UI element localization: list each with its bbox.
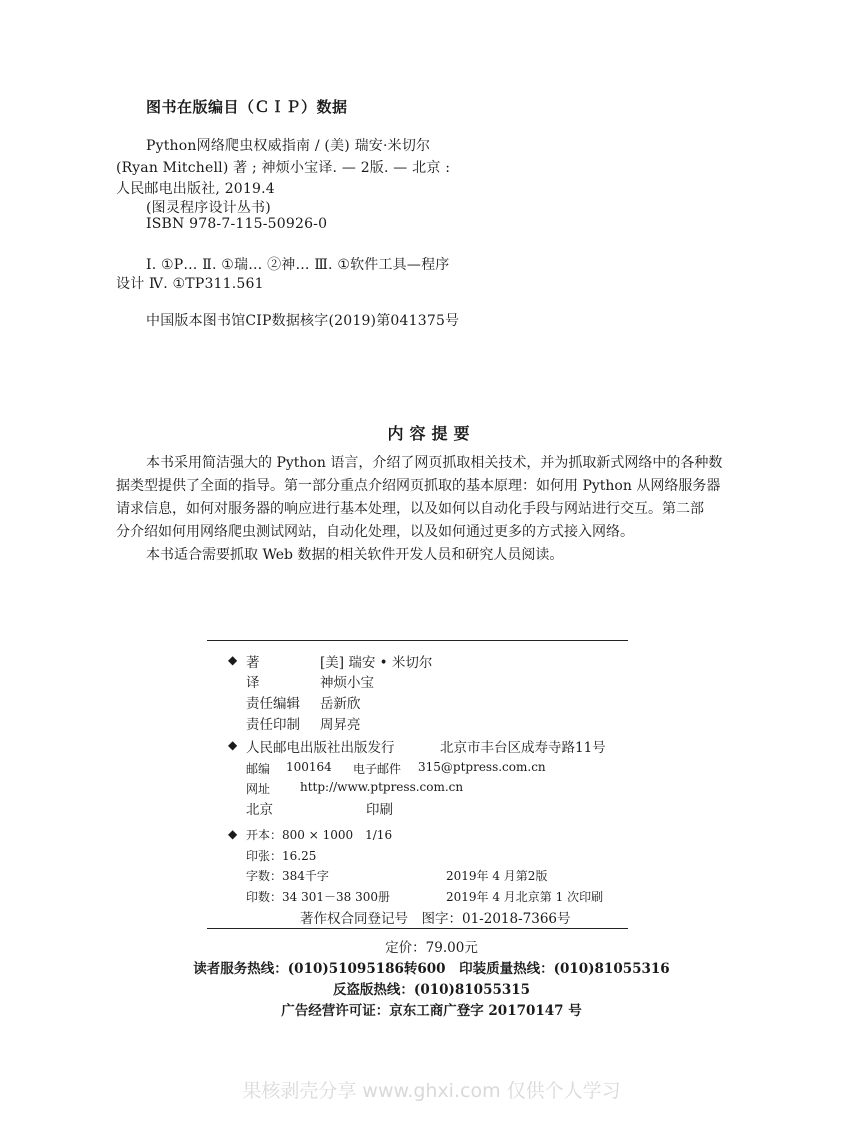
watermark: 果核剥壳分享 www.ghxi.com 仅供个人学习 (242, 1080, 621, 1102)
format-spec: 开本：800 × 1000 1/16 (246, 828, 393, 842)
printing-value: 周昇亮 (320, 717, 361, 733)
postcode-value: 100164 (286, 760, 332, 774)
service-hotline: 读者服务热线：(010)51095186转600 印装质量热线：(010)81055316 (193, 961, 670, 977)
cip-publisher-line: 人民邮电出版社, 2019.4 (116, 181, 275, 197)
cip-heading: 图书在版编目（ＣＩＰ）数据 (146, 98, 348, 116)
email-label: 电子邮件 (353, 762, 402, 776)
summary-line: 据类型提供了全面的指导。第一部分重点介绍网页抓取的基本原理：如何用 Python 从网络服务器 (116, 478, 721, 494)
print-label: 印刷 (366, 802, 393, 818)
summary-line: 本书采用简洁强大的 Python 语言，介绍了网页抓取相关技术，并为抓取新式网络中的各种数 (146, 455, 723, 471)
cip-number-line: 中国版本图书馆CIP数据核字(2019)第041375号 (146, 313, 460, 329)
summary-line: 分介绍如何用网络爬虫测试网站，自动化处理，以及如何通过更多的方式接入网络。 (116, 524, 634, 540)
email-value: 315@ptpress.com.cn (418, 760, 546, 774)
copyright-registration: 著作权合同登记号 图字：01-2018-7366号 (300, 911, 571, 927)
diamond-bullet-icon: ◆ (228, 738, 238, 752)
editor-value: 岳新欣 (320, 696, 361, 712)
publisher-address: 北京市丰台区成寿寺路11号 (440, 740, 606, 756)
editor-label: 责任编辑 (246, 696, 300, 712)
diamond-bullet-icon: ◆ (228, 827, 238, 841)
author-label: 著 (246, 655, 260, 671)
edition-spec: 2019年 4 月第2版 (446, 869, 548, 883)
diamond-bullet-icon: ◆ (228, 653, 238, 667)
translator-value: 神烦小宝 (320, 675, 374, 691)
author-value: [美] 瑞安 • 米切尔 (320, 655, 433, 671)
bottom-rule (207, 928, 628, 929)
print-city: 北京 (246, 802, 273, 818)
antipiracy-hotline: 反盗版热线：(010)81055315 (332, 982, 531, 998)
ad-license: 广告经营许可证：京东工商广登字 20170147 号 (281, 1003, 582, 1019)
cip-class-line-2: 设计 Ⅳ. ①TP311.561 (116, 276, 264, 292)
cip-title-line: Python网络爬虫权威指南 / (美) 瑞安·米切尔 (146, 138, 431, 154)
website-value: http://www.ptpress.com.cn (300, 780, 464, 794)
copies-spec: 印数：34 301－38 300册 (246, 890, 390, 904)
print-run-spec: 2019年 4 月北京第 1 次印刷 (446, 890, 604, 904)
website-label: 网址 (246, 782, 271, 796)
postcode-label: 邮编 (246, 762, 271, 776)
summary-title: 内容提要 (387, 424, 476, 443)
cip-isbn-line: ISBN 978-7-115-50926-0 (146, 216, 328, 232)
summary-line: 请求信息，如何对服务器的响应进行基本处理，以及如何以自动化手段与网站进行交互。第二部 (116, 501, 704, 517)
summary-line: 本书适合需要抓取 Web 数据的相关软件开发人员和研究人员阅读。 (146, 547, 564, 563)
translator-label: 译 (246, 675, 260, 691)
printing-label: 责任印制 (246, 717, 300, 733)
sheets-spec: 印张：16.25 (246, 849, 317, 863)
cip-series-line: (图灵程序设计丛书) (146, 200, 271, 216)
price: 定价：79.00元 (385, 940, 478, 956)
cip-author-line: (Ryan Mitchell) 著 ; 神烦小宝译. — 2版. — 北京 : (116, 160, 451, 176)
cip-class-line: Ⅰ. ①P… Ⅱ. ①瑞… ②神… Ⅲ. ①软件工具—程序 (146, 257, 450, 273)
top-rule (207, 640, 628, 641)
publisher-name: 人民邮电出版社出版发行 (246, 740, 395, 756)
words-spec: 字数：384千字 (246, 869, 329, 883)
